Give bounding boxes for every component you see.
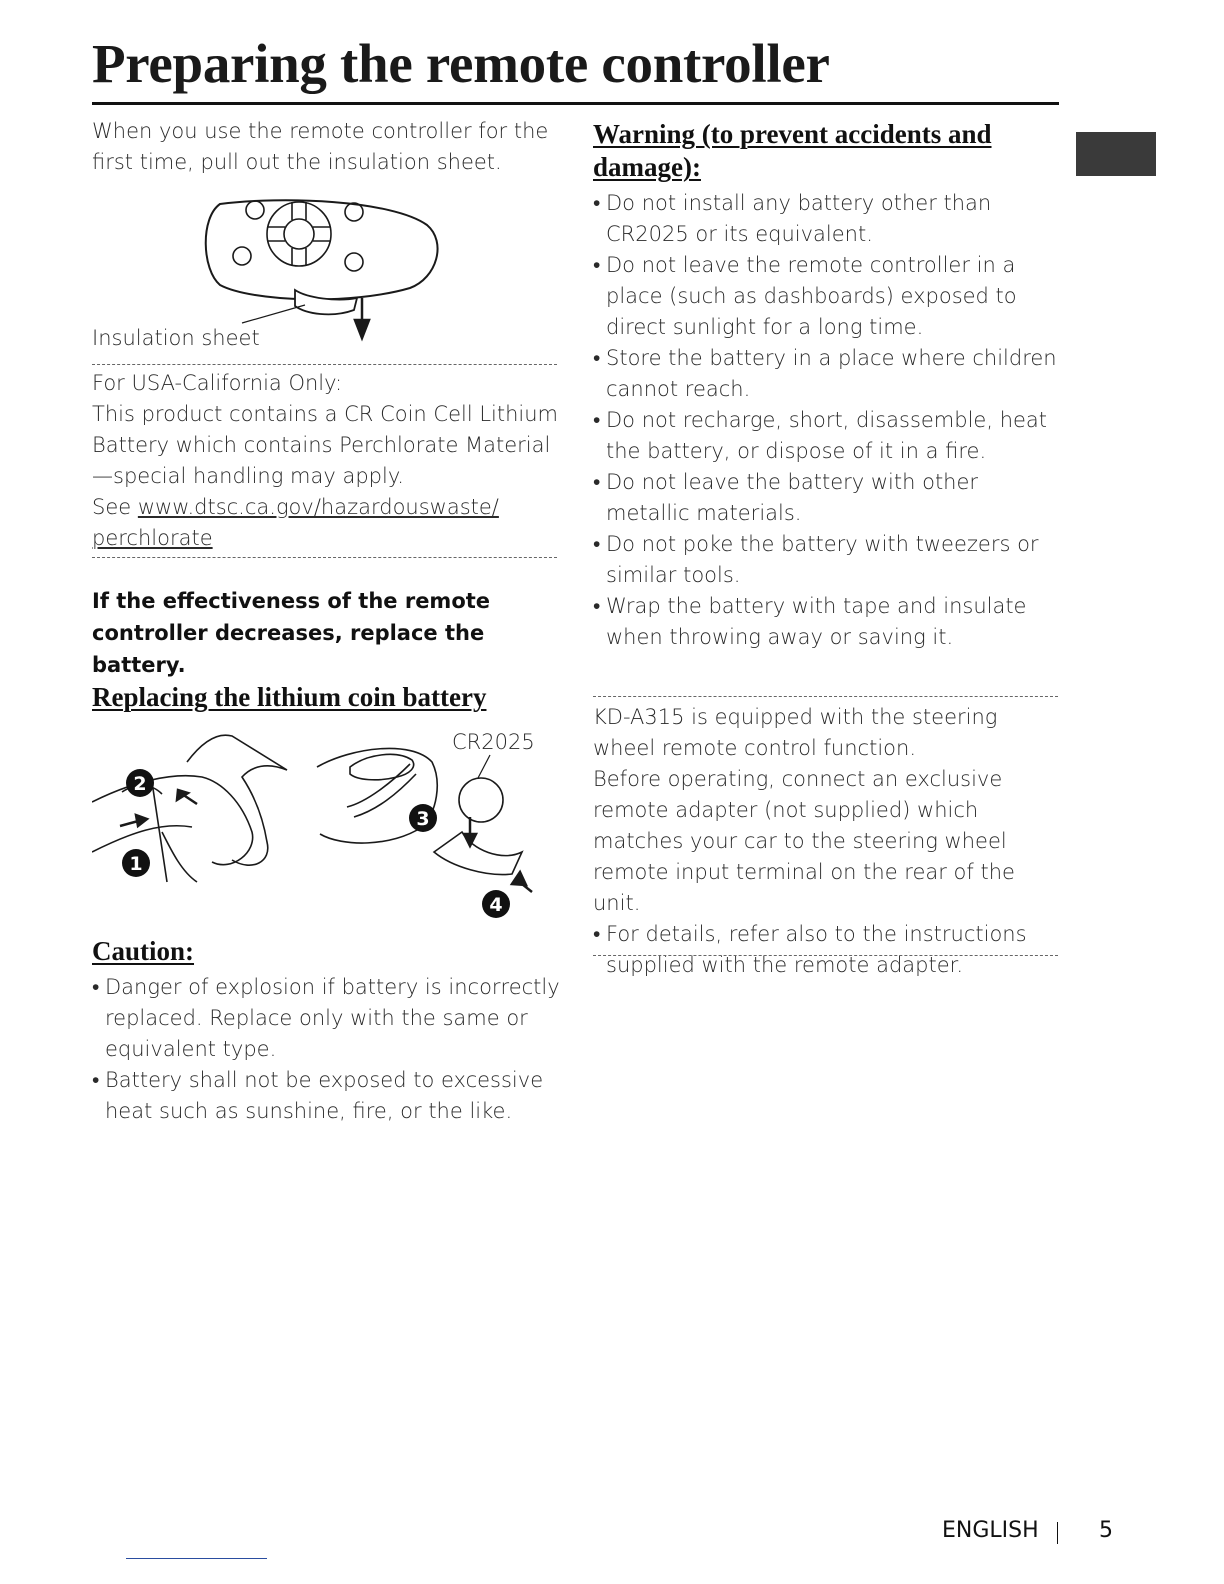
caution-list	[92, 972, 560, 1127]
pull-out-arrow-icon	[512, 872, 532, 892]
battery-tray-icon	[434, 832, 522, 875]
effectiveness-heading: If the effectiveness of the remote controller decreases, replace the battery.	[92, 589, 491, 677]
push-arrow-icon	[120, 815, 147, 826]
intro-block	[92, 116, 560, 178]
step-3-label: 3	[416, 808, 430, 830]
battery-leader-line	[478, 755, 490, 778]
california-see-line	[92, 492, 560, 523]
steering-remote-body: KD-A315 is equipped with the steering wheel remote control function. Before operating, connect an exclusive remote adapter (not supplied) which matches your car to the steering wheel remote input terminal on the rear of the unit.	[593, 705, 1015, 915]
hand-and-remote-drawing	[92, 735, 287, 882]
remote-body-outline	[206, 200, 438, 299]
see-prefix: See	[92, 495, 138, 519]
warning-item: • Wrap the battery with tape and insulate when throwing away or saving it.	[593, 591, 1063, 653]
remote-insulation-figure	[92, 190, 452, 355]
warning-item: • Do not leave the remote controller in a place (such as dashboards) exposed to direct sunlight for a long time.	[593, 250, 1063, 343]
steering-remote-block	[593, 702, 1063, 981]
footer-language: ENGLISH	[942, 1518, 1039, 1543]
caution-heading: Caution:	[92, 936, 195, 966]
replacing-heading: Replacing the lithium coin battery	[92, 682, 487, 712]
dtsc-link-part2[interactable]: perchlorate	[92, 526, 213, 550]
california-notice	[92, 368, 560, 554]
california-heading: For USA-California Only:	[92, 371, 343, 395]
step-2-label: 2	[133, 773, 147, 795]
dtsc-link-part1[interactable]: www.dtsc.ca.gov/hazardouswaste/	[137, 495, 499, 519]
warning-item: • Do not recharge, short, disassemble, heat the battery, or dispose of it in a fire.	[593, 405, 1063, 467]
steering-remote-list	[593, 919, 1063, 981]
caution-item: • Danger of explosion if battery is incorrectly replaced. Replace only with the same or equivalent type.	[92, 972, 560, 1065]
divider	[92, 557, 557, 558]
coin-battery-icon	[459, 778, 503, 822]
page-title: Preparing the remote controller	[92, 33, 830, 94]
steering-remote-item: • For details, refer also to the instructions supplied with the remote adapter.	[593, 919, 1063, 981]
warning-item: • Store the battery in a place where children cannot reach.	[593, 343, 1063, 405]
step-1-label: 1	[129, 853, 143, 875]
california-body: This product contains a CR Coin Cell Lithium Battery which contains Perchlorate Material—special handling may apply.	[92, 402, 559, 488]
warning-block	[593, 118, 1063, 653]
warning-item: • Do not leave the battery with other metallic materials.	[593, 467, 1063, 529]
divider	[593, 696, 1058, 697]
effectiveness-block	[92, 585, 560, 681]
battery-label: CR2025	[452, 730, 535, 754]
pull-arrow-icon	[355, 298, 369, 338]
insulation-leader-line	[242, 305, 305, 323]
step-4-label: 4	[489, 894, 503, 916]
page-number: 5	[1099, 1518, 1113, 1543]
section-edge-tab	[1076, 132, 1156, 176]
intro-text: When you use the remote controller for the first time, pull out the insulation sheet.	[92, 119, 549, 174]
title-rule	[92, 102, 1059, 105]
warning-heading: Warning (to prevent accidents and damage):	[593, 119, 992, 182]
insulation-sheet-label: Insulation sheet	[92, 326, 260, 350]
divider	[593, 955, 1058, 956]
footer-separator	[1057, 1522, 1058, 1544]
caution-item: • Battery shall not be exposed to excessive heat such as sunshine, fire, or the like.	[92, 1065, 560, 1127]
footer-rule	[126, 1558, 267, 1559]
warning-item: • Do not poke the battery with tweezers or similar tools.	[593, 529, 1063, 591]
warning-list	[593, 188, 1063, 653]
replacing-block	[92, 681, 560, 714]
slide-arrow-icon	[177, 790, 197, 804]
battery-replacement-figure	[92, 722, 542, 927]
warning-item: • Do not install any battery other than CR2025 or its equivalent.	[593, 188, 1063, 250]
divider	[92, 364, 557, 365]
caution-block	[92, 935, 560, 1127]
